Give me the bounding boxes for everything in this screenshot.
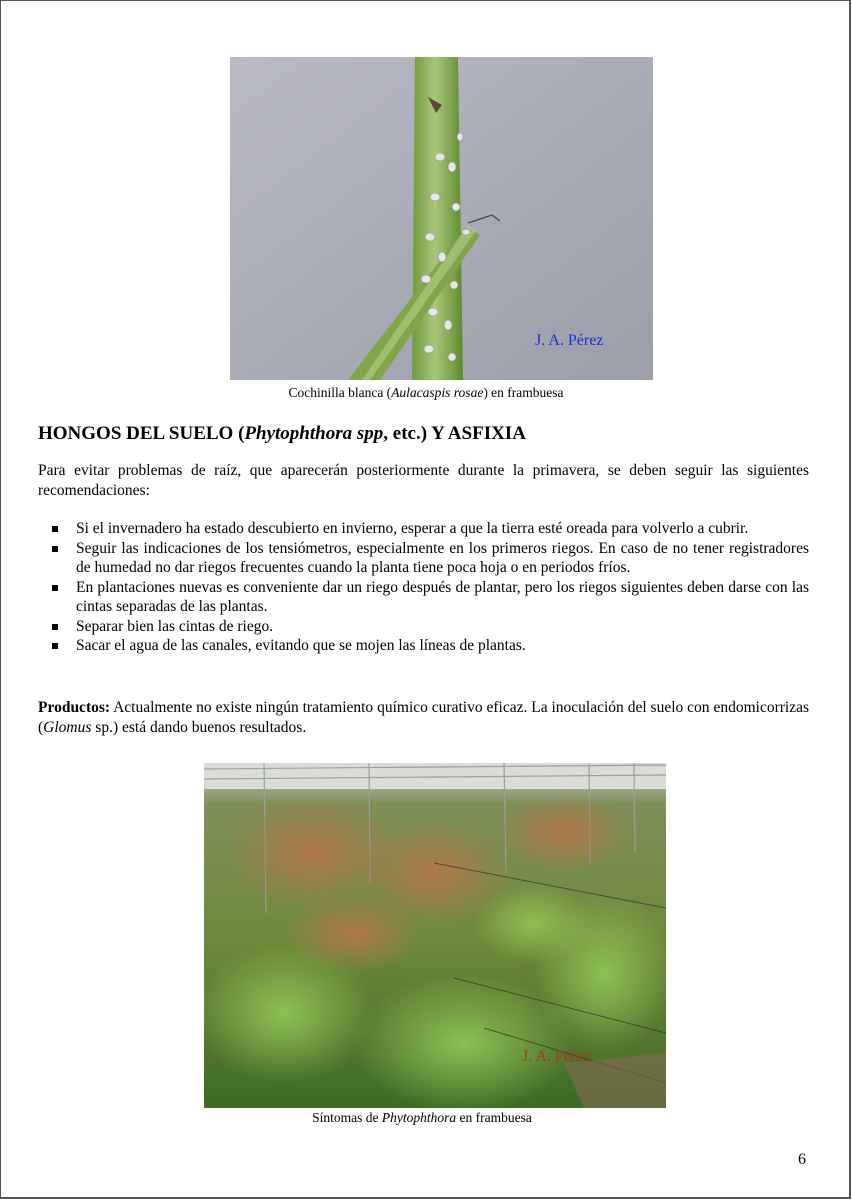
heading-text: HONGOS DEL SUELO (: [38, 423, 245, 444]
caption-genus: Phytophthora: [381, 1110, 457, 1125]
list-item: [38, 519, 809, 539]
products-text-end: sp.) está dando buenos resultados.: [91, 718, 307, 736]
caption-text: Cochinilla blanca (: [288, 385, 392, 400]
heading-text-end: , etc.) Y ASFIXIA: [383, 423, 526, 444]
bullet-icon: [52, 643, 58, 649]
bullet-icon: [52, 546, 58, 552]
photo-credit: J. A. Pérez: [522, 1048, 591, 1065]
photo-phytophthora-graphic: [204, 763, 666, 1108]
list-item-text: En plantaciones nuevas es conveniente dar un riego después de plantar, pero los riegos siguientes deben darse con las cintas separadas de las plantas.: [76, 578, 809, 615]
figure-caption: [0, 385, 852, 401]
bullet-icon: [52, 585, 58, 591]
page-number: 6: [798, 1151, 806, 1168]
photo-credit: J. A. Pérez: [535, 332, 604, 349]
heading-genus: Phytophthora spp: [244, 423, 384, 444]
recommendations-list: [38, 519, 809, 656]
list-item-text: Sacar el agua de las canales, evitando que se mojen las líneas de plantas.: [76, 637, 526, 654]
products-text: Actualmente no existe ningún tratamiento químico curativo eficaz. La inoculación del suelo con endomicorrizas (: [38, 699, 809, 736]
list-item: [38, 539, 809, 578]
list-item: [38, 578, 809, 617]
photo-phytophthora-sintomas: [204, 763, 666, 1108]
caption-text: Síntomas de: [312, 1110, 382, 1125]
list-item: [38, 617, 809, 637]
section-heading: [38, 422, 818, 446]
list-item-text: Seguir las indicaciones de los tensiómetros, especialmente en los primeros riegos. En caso de no tener registradores de humedad no dar riegos frecuentes cuando la planta tiene poca hoja o en periodos fríos.: [76, 539, 809, 576]
caption-text-end: ) en frambuesa: [483, 385, 564, 400]
bullet-icon: [52, 526, 58, 532]
products-paragraph: [38, 698, 809, 737]
bullet-icon: [52, 624, 58, 630]
intro-paragraph: Para evitar problemas de raíz, que aparecerán posteriormente durante la primavera, se deben seguir las siguientes recomendaciones:: [38, 462, 809, 499]
figure-caption: [0, 1110, 848, 1126]
list-item-text: Separar bien las cintas de riego.: [76, 617, 274, 635]
list-item-text: Si el invernadero ha estado descubierto en invierno, esperar a que la tierra esté oreada para volverlo a cubrir.: [76, 520, 749, 537]
photo-cochinilla-blanca: [230, 57, 653, 380]
products-genus: Glomus: [43, 718, 92, 736]
caption-text-end: en frambuesa: [456, 1110, 532, 1125]
list-item: [38, 636, 809, 656]
products-label: Productos:: [38, 699, 111, 716]
caption-species: Aulacaspis rosae: [391, 385, 484, 400]
